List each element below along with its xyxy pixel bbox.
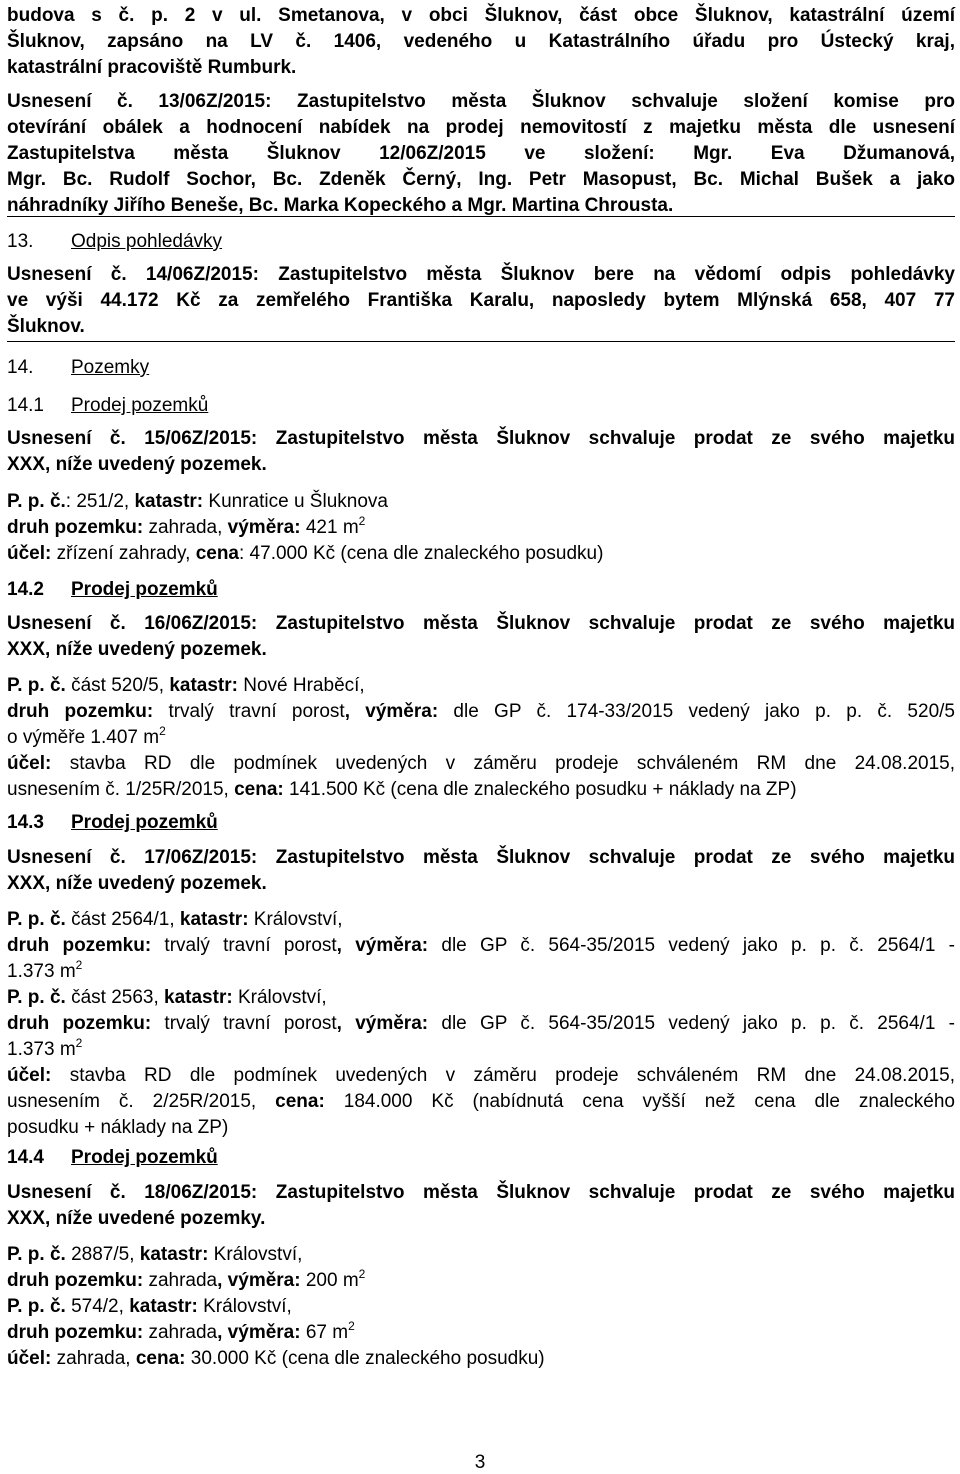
section-number: 14.2 — [7, 579, 44, 600]
resolution-16 — [7, 611, 955, 663]
divider — [7, 216, 955, 217]
resolution-line: Usnesení č. 17/06Z/2015: Zastupitelstvo města Šluknov schvaluje prodat ze svého majetku — [7, 847, 955, 868]
resolution-line: Zastupitelstva města Šluknov 12/06Z/2015 ve složení: Mgr. Eva Džumanová, — [7, 143, 955, 164]
resolution-line: Mgr. Bc. Rudolf Sochor, Bc. Zdeněk Černý, Ing. Petr Masopust, Bc. Michal Bušek a jako — [7, 169, 955, 190]
intro-line: katastrální pracoviště Rumburk. — [7, 57, 297, 78]
parcel-price-line: usnesením č. 2/25R/2015, cena: 184.000 Kč (nabídnutá cena vyšší než cena dle znaleckého — [7, 1091, 955, 1112]
parcel-line: P. p. č. část 2563, katastr: Království, — [7, 987, 327, 1008]
resolution-line: XXX, níže uvedený pozemek. — [7, 639, 267, 660]
section-number: 14.4 — [7, 1147, 44, 1168]
resolution-18 — [7, 1180, 955, 1232]
resolution-line: XXX, níže uvedený pozemek. — [7, 873, 267, 894]
resolution-line: Šluknov. — [7, 316, 85, 337]
parcel-purpose-line: účel: zahrada, cena: 30.000 Kč (cena dle znaleckého posudku) — [7, 1348, 545, 1369]
resolution-13 — [7, 89, 955, 219]
parcel-purpose-line: účel: stavba RD dle podmínek uvedených v záměru prodeje schváleném RM dne 24.08.2015, — [7, 753, 955, 774]
parcel-line: P. p. č.: 251/2, katastr: Kunratice u Šluknova — [7, 491, 388, 512]
section-heading-13 — [7, 229, 222, 255]
resolution-line: Usnesení č. 18/06Z/2015: Zastupitelstvo města Šluknov schvaluje prodat ze svého majetku — [7, 1182, 955, 1203]
resolution-line: XXX, níže uvedené pozemky. — [7, 1208, 266, 1229]
resolution-15 — [7, 426, 955, 478]
parcel-price-line: posudku + náklady na ZP) — [7, 1117, 229, 1138]
divider — [7, 341, 955, 342]
page-number: 3 — [474, 1452, 486, 1473]
land-detail-18 — [7, 1242, 955, 1372]
parcel-area-line: 1.373 $m^2$ — [7, 958, 83, 982]
section-number: 14. — [7, 357, 34, 378]
intro-line: Šluknov, zapsáno na LV č. 1406, vedeného u Katastrálního úřadu pro Ústecký kraj, — [7, 31, 955, 52]
section-heading-14-1 — [7, 393, 208, 419]
section-title: Prodej pozemků — [71, 812, 218, 833]
parcel-purpose-line: účel: zřízení zahrady, cena: 47.000 Kč (cena dle znaleckého posudku) — [7, 543, 604, 564]
land-detail-15 — [7, 489, 955, 567]
section-title: Prodej pozemků — [71, 579, 218, 600]
section-title: Prodej pozemků — [71, 395, 209, 416]
resolution-14 — [7, 262, 955, 340]
section-number: 13. — [7, 231, 34, 252]
resolution-line: XXX, níže uvedený pozemek. — [7, 454, 267, 475]
resolution-line: Usnesení č. 15/06Z/2015: Zastupitelstvo města Šluknov schvaluje prodat ze svého majetku — [7, 428, 955, 449]
land-detail-17 — [7, 907, 955, 1141]
section-number: 14.1 — [7, 395, 44, 416]
section-number: 14.3 — [7, 812, 44, 833]
resolution-line: Usnesení č. 14/06Z/2015: Zastupitelstvo města Šluknov bere na vědomí odpis pohledávky — [7, 264, 955, 285]
parcel-type-line: druh pozemku: zahrada, výměra: 200 $m^2$ — [7, 1267, 366, 1291]
section-title: Pozemky — [71, 357, 150, 378]
section-heading-14-2 — [7, 577, 218, 603]
parcel-line: P. p. č. část 520/5, katastr: Nové Hraběcí, — [7, 675, 365, 696]
resolution-line: Usnesení č. 13/06Z/2015: Zastupitelstvo města Šluknov schvaluje složení komise pro — [7, 91, 955, 112]
parcel-type-line: druh pozemku: trvalý travní porost, výměra: dle GP č. 564-35/2015 vedený jako p. p. č. 2564/1 - — [7, 935, 955, 956]
section-heading-14 — [7, 355, 149, 381]
resolution-line: otevírání obálek a hodnocení nabídek na prodej nemovitostí z majetku města dle usnesení — [7, 117, 955, 138]
parcel-area-line: o výměře 1.407 $m^2$ — [7, 724, 166, 748]
land-detail-16 — [7, 673, 955, 803]
parcel-type-line: druh pozemku: zahrada, výměra: 421 $m^2$ — [7, 514, 366, 538]
section-title: Odpis pohledávky — [71, 231, 223, 252]
parcel-type-line: druh pozemku: trvalý travní porost, výměra: dle GP č. 564-35/2015 vedený jako p. p. č. 2564/1 - — [7, 1013, 955, 1034]
intro-line: budova s č. p. 2 v ul. Smetanova, v obci Šluknov, část obce Šluknov, katastrální území — [7, 5, 955, 26]
resolution-17 — [7, 845, 955, 897]
resolution-line: Usnesení č. 16/06Z/2015: Zastupitelstvo města Šluknov schvaluje prodat ze svého majetku — [7, 613, 955, 634]
section-heading-14-3 — [7, 810, 218, 836]
parcel-area-line: 1.373 $m^2$ — [7, 1036, 83, 1060]
section-heading-14-4 — [7, 1145, 218, 1171]
intro-paragraph — [7, 3, 955, 81]
section-title: Prodej pozemků — [71, 1147, 218, 1168]
resolution-line: náhradníky Jiřího Beneše, Bc. Marka Kopeckého a Mgr. Martina Chrousta. — [7, 195, 674, 216]
parcel-type-line: druh pozemku: trvalý travní porost, výměra: dle GP č. 174-33/2015 vedený jako p. p. č. 520/5 — [7, 701, 955, 722]
parcel-line: P. p. č. 574/2, katastr: Království, — [7, 1296, 292, 1317]
parcel-type-line: druh pozemku: zahrada, výměra: 67 $m^2$ — [7, 1319, 355, 1343]
parcel-line: P. p. č. část 2564/1, katastr: Království, — [7, 909, 343, 930]
resolution-line: ve výši 44.172 Kč za zemřelého Františka Karalu, naposledy bytem Mlýnská 658, 407 77 — [7, 290, 955, 311]
parcel-purpose-line: účel: stavba RD dle podmínek uvedených v záměru prodeje schváleném RM dne 24.08.2015, — [7, 1065, 955, 1086]
parcel-price-line: usnesením č. 1/25R/2015, cena: 141.500 Kč (cena dle znaleckého posudku + náklady na ZP) — [7, 779, 797, 800]
parcel-line: P. p. č. 2887/5, katastr: Království, — [7, 1244, 303, 1265]
